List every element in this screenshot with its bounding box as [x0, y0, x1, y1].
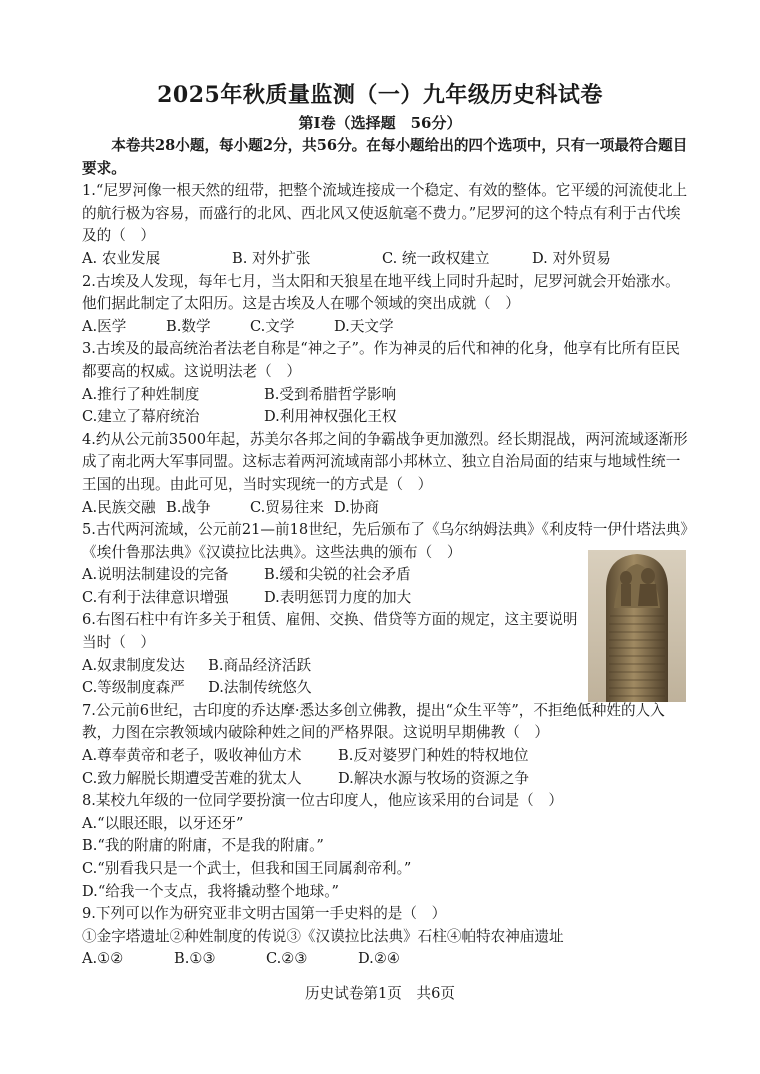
option-a: A.医学: [82, 317, 127, 335]
question-stem: 7.公元前6世纪，古印度的乔达摩·悉达多创立佛教，提出“众生平等”，不拒绝低种姓的人入教，力图在宗教领域内破除种姓之间的严格界限。这说明早期佛教（ ）: [82, 701, 665, 742]
option-row: [82, 677, 382, 700]
instructions: 本卷共28小题，每小题2分，共56分。在每小题给出的四个选项中，只有一项最符合题目要求。: [82, 137, 688, 177]
question-stem: 2.古埃及人发现，每年七月，当太阳和天狼星在地平线上同时升起时，尼罗河就会开始涨水。他们据此制定了太阳历。这是古埃及人在哪个领域的突出成就（ ）: [82, 272, 680, 313]
option-c: C.有利于法律意识增强: [82, 588, 229, 606]
question-stem: 4.约从公元前3500年起，苏美尔各邦之间的争霸战争更加激烈。经长期混战，两河流域逐渐形成了南北两大军事同盟。这标志着两河流域南部小邦林立、独立自治局面的结束与地域性统一王国的出现。由此可见，当时实现统一的方式是（ ）: [82, 430, 688, 493]
option-row: [82, 655, 382, 678]
question-8: [82, 790, 688, 903]
option-row: [82, 406, 688, 429]
option-c: C.“别看我只是一个武士，但我和国王同属刹帝利。”: [82, 860, 412, 877]
option-a: A. 农业发展: [82, 249, 161, 267]
page-footer: 历史试卷第1页 共6页: [305, 985, 455, 1002]
option-row: [82, 384, 688, 407]
question-9: [82, 903, 688, 971]
option-row: [82, 768, 688, 791]
option-row: [82, 316, 688, 339]
option-b: B.“我的附庸的附庸，不是我的附庸。”: [82, 837, 324, 855]
question-3: [82, 338, 688, 428]
option-d: D.协商: [334, 498, 380, 516]
option-c: C.②③: [266, 950, 308, 968]
question-1: [82, 180, 688, 270]
question-7: [82, 700, 688, 790]
question-stem: 6.右图石柱中有许多关于租赁、雇佣、交换、借贷等方面的规定，这主要说明当时（ ）: [82, 611, 578, 652]
option-row: [82, 745, 688, 768]
option-c: C.建立了幕府统治: [82, 408, 200, 426]
option-b: B.数学: [166, 317, 211, 335]
question-stem: 3.古埃及的最高统治者法老自称是“神之子”。作为神灵的后代和神的化身，他享有比所有臣民都要高的权威。这说明法老（ ）: [82, 340, 681, 380]
question-2: [82, 271, 688, 339]
question-stem: 1.“尼罗河像一根天然的纽带，把整个流域连接成一个稳定、有效的整体。它平缓的河流使北上的航行极为容易，而盛行的北风、西北风又使返航毫不费力。”尼罗河的这个特点有利于古代埃及的（ ）: [82, 182, 688, 245]
option-d: D.法制传统悠久: [208, 679, 312, 697]
question-stem: 8.某校九年级的一位同学要扮演一位古印度人，他应该采用的台词是（ ）: [82, 792, 563, 810]
question-stem: 5.古代两河流域，公元前21—前18世纪，先后颁布了《乌尔纳姆法典》《利皮特一伊什塔法典》《埃什鲁那法典》《汉谟拉比法典》。这些法典的颁布（ ）: [82, 521, 688, 561]
option-b: B. 对外扩张: [232, 249, 311, 267]
option-d: D.②④: [358, 950, 400, 968]
option-a: A.说明法制建设的完备: [82, 566, 229, 584]
option-c: C.致力解脱长期遭受苦难的犹太人: [82, 769, 302, 787]
question-stem: 9.下列可以作为研究亚非文明古国第一手史料的是（ ）: [82, 905, 447, 923]
exam-title: 2025年秋质量监测（一）九年级历史科试卷: [157, 82, 603, 108]
option-a: A.民族交融: [82, 498, 156, 516]
option-d: D.天文学: [334, 317, 394, 335]
option-c: C. 统一政权建立: [382, 249, 490, 267]
section-heading: 第I卷（选择题 56分）: [298, 114, 462, 132]
option-d: D.表明惩罚力度的加大: [264, 588, 412, 606]
option-row: [82, 948, 688, 971]
option-c: C.等级制度森严: [82, 679, 185, 697]
option-a: A.“以眼还眼，以牙还牙”: [82, 814, 244, 832]
option-b: B.①③: [174, 950, 216, 968]
option-d: D.利用神权强化王权: [264, 408, 397, 426]
option-a: A.推行了种姓制度: [82, 385, 200, 403]
question-4: [82, 429, 688, 519]
option-b: B.商品经济活跃: [208, 656, 312, 674]
option-a: A.奴隶制度发达: [82, 656, 185, 674]
question-materials: ①金字塔遗址②种姓制度的传说③《汉谟拉比法典》石柱④帕特农神庙遗址: [82, 927, 564, 945]
option-d: D. 对外贸易: [532, 249, 611, 267]
option-b: B.缓和尖锐的社会矛盾: [264, 566, 411, 584]
stele-photo: [588, 550, 686, 702]
option-b: B.受到希腊哲学影响: [264, 385, 397, 403]
option-a: A.①②: [82, 950, 124, 968]
option-row: [82, 497, 688, 520]
option-a: A.尊奉黄帝和老子，吸收神仙方术: [82, 747, 302, 765]
option-c: C.贸易往来: [250, 498, 324, 516]
option-b: B.反对婆罗门种姓的特权地位: [338, 747, 529, 765]
option-row: [82, 248, 688, 271]
option-c: C.文学: [250, 317, 295, 335]
option-d: D.“给我一个支点，我将撬动整个地球。”: [82, 882, 339, 900]
option-d: D.解决水源与牧场的资源之争: [338, 769, 529, 787]
option-b: B.战争: [166, 498, 211, 516]
